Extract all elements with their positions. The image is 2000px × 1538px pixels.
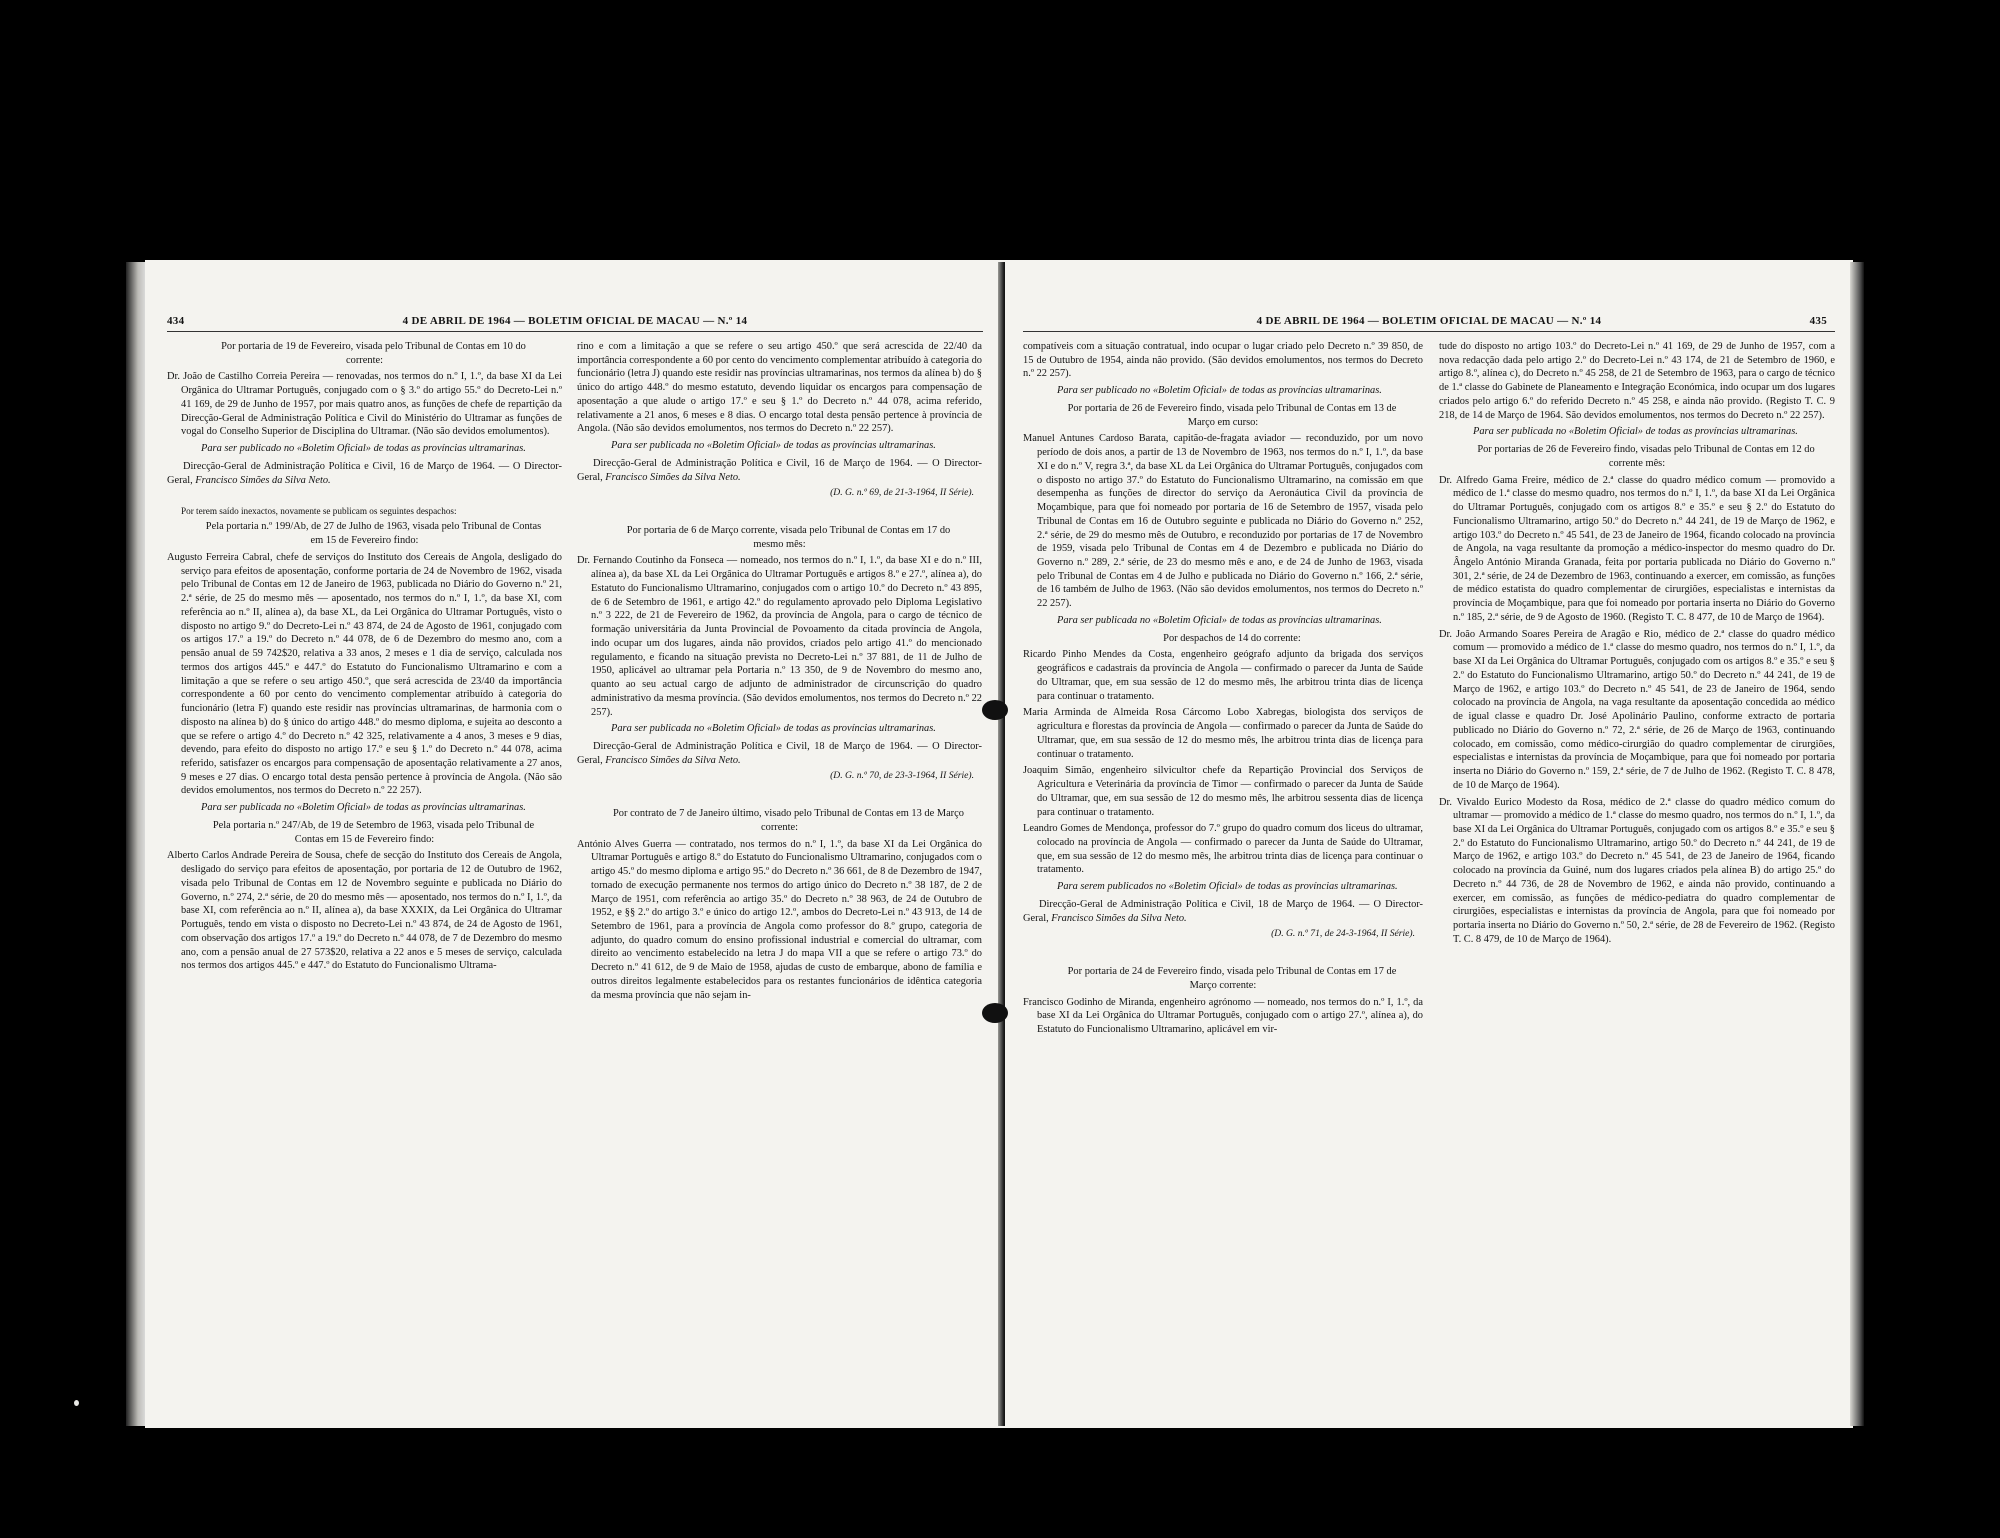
left-page-number: 434 xyxy=(167,315,185,327)
continued-text: tude do disposto no artigo 103.º do Decreto-Lei n.º 41 169, de 29 de Junho de 1957, com a nova redacção dada pelo artigo 2.º do Decreto-Lei n.º 43 174, de 21 de Setembro de 1960, e artigo 8.º, alínea c), do Decreto n.º 45 258, de 21 de Setembro de 1963, para o cargo de técnico de 1.ª classe do Gabinete de Planeamento e Integração Económica, indo ocupar um dos lugares criados pelo artigo 6.º do referido Decreto n.º 45 258, e ainda não provido. (Registo T. C. 9 218, de 14 de Março de 1964. São devidos emolumentos, nos termos do Decreto n.º 22 257). xyxy=(1439,341,1835,421)
diario-reference: (D. G. n.º 69, de 21-3-1964, II Série). xyxy=(830,487,974,499)
signature-text: Direcção-Geral de Administração Política e Civil, 16 de Março de 1964. — O Director-Geral, xyxy=(577,457,982,483)
dispatch-entry: Manuel Antunes Cardoso Barata, capitão-de-fragata aviador — reconduzido, por um novo período de dois anos, a partir de 13 de Novembro de 1963, nos termos do n.º I, 1.º, da base XI e do n.º V, regra 3.ª, da base XL da Lei Orgânica do Ultramar Português, conjugados com o disposto no artigo 37.º do Estatuto do Funcionalismo Ultramarino, na comissão em que desempenha as funções de director do serviço da Aeronáutica Civil da província de Moçambique, para que foi nomeado por portaria de 16 de Setembro de 1957, visada pelo Tribunal de Contas em 16 de Outubro seguinte e publicada no Diário do Governo n.º 252, 2.ª série, de 29 do mesmo mês de Outubro, e reconduzido por portarias de 17 de Novembro de 1959, visada pelo Tribunal de Contas em 4 de Dezembro e publicada no Diário do Governo n.º 289, 2.ª série, de 23 do mesmo mês e ano, e de 24 de Junho de 1963, visada pelo Tribunal de Contas em 4 de Julho e publicada no Diário do Governo n.º 166, 2.ª série, de 16 também de Julho de 1963. (Não são devidos emolumentos, nos termos do Decreto n.º 22 257). xyxy=(1023,433,1423,610)
right-column-2 xyxy=(1439,340,1835,950)
publication-note: Para ser publicada no «Boletim Oficial» de todas as províncias ultramarinas. xyxy=(1057,614,1382,626)
signature-line xyxy=(577,457,982,484)
dispatch-entry: Leandro Gomes de Mendonça, professor do 7.º grupo do quadro comum dos liceus do ultramar, colocado na província de Angola — confirmado o parecer da Junta de Saúde do Ultramar, que, em sua sessão de 12 do mesmo mês, lhe arbitrou trinta dias de licença para continuar o tratamento. xyxy=(1023,823,1423,876)
dispatch-intro: Por contrato de 7 de Janeiro último, visado pelo Tribunal de Contas em 13 de Março corrente: xyxy=(613,808,964,833)
right-page-number: 435 xyxy=(1809,315,1827,327)
dispatch-entry: Dr. Fernando Coutinho da Fonseca — nomeado, nos termos do n.º I, 1.º, da base XI e do n.º III, alínea a), da base XL da Lei Orgânica do Ultramar Português e artigos 8.º e 27.º, alínea a), do Estatuto do Funcionalismo Ultramarino, conjugados com o artigo 10.º do Decreto n.º 43 895, de 6 de Setembro de 1961, e artigo 42.º do regulamento aprovado pelo Diploma Legislativo n.º 3 222, de 21 de Fevereiro de 1962, da província de Angola, para o cargo de técnico de formação universitária da Junta Provincial de Povoamento da citada província de Angola, indo ocupar um dos lugares, ainda não providos, criados pelo artigo 41.º do mencionado regulamento, e ficando na situação prevista no Decreto-Lei n.º 37 881, de 11 de Julho de 1950, aplicável ao ultramar pela Portaria n.º 13 350, de 9 de Novembro do mesmo ano, quanto ao seu actual cargo de adjunto de administrador de circunscrição do quadro administrativo da mesma província. (São devidos emolumentos, nos termos do Decreto n.º 22 257). xyxy=(577,555,982,718)
dispatch-intro: Por portarias de 26 de Fevereiro findo, visadas pelo Tribunal de Contas em 12 do corrente mês: xyxy=(1477,444,1815,469)
dispatch-entry: Dr. Vivaldo Eurico Modesto da Rosa, médico de 2.ª classe do quadro médico comum do ultramar — promovido a médico de 1.ª classe do mesmo quadro, nos termos do n.º I, 1.º, da base XI da Lei Orgânica do Ultramar Português, conjugado com os artigos 8.º e 35.º e seu § 2.º do Estatuto do Funcionalismo Ultramarino, artigo 50.º do Decreto n.º 44 241, de 19 de Março de 1962, e artigo 103.º do Decreto n.º 45 541, de 23 de Janeiro de 1964, ficando colocado na província da Guiné, num dos lugares criados pela alínea B) do artigo 25.º do Decreto n.º 44 736, de 28 de Novembro de 1962, e ainda não provido, continuando a exercer, em comissão, as funções de médico-pediatra do quadro complementar de cirurgiões, especialistas e internistas da província de Angola, para que foi nomeado por portaria inserta no Diário do Governo n.º 50, 2.ª série, de 28 de Fevereiro de 1962. (Registo T. C. 8 479, de 10 de Março de 1964). xyxy=(1439,796,1835,945)
header-rule xyxy=(167,331,983,332)
signature-line xyxy=(167,460,562,487)
publication-note: Para ser publicada no «Boletim Oficial» de todas as províncias ultramarinas. xyxy=(611,723,936,735)
publication-note: Para serem publicados no «Boletim Oficial» de todas as províncias ultramarinas. xyxy=(1057,881,1398,893)
right-page-edge xyxy=(1850,262,1864,1426)
binding-hole xyxy=(982,1003,1008,1023)
left-page-header xyxy=(145,315,1005,329)
signature-line xyxy=(1023,898,1423,925)
binding-hole xyxy=(982,700,1008,720)
signatory-name: Francisco Simões da Silva Neto. xyxy=(1051,912,1187,924)
dispatch-entry: Ricardo Pinho Mendes da Costa, engenheiro geógrafo adjunto da brigada dos serviços geográficos e cadastrais da província de Angola — confirmado o parecer da Junta de Saúde do Ultramar, que, em sua sessão de 12 do mesmo mês, lhe arbitrou trinta dias de licença para continuar o tratamento. xyxy=(1023,649,1423,702)
publication-note: Para ser publicada no «Boletim Oficial» de todas as províncias ultramarinas. xyxy=(1473,426,1798,438)
signature-text: Direcção-Geral de Administração Política e Civil, 18 de Março de 1964. — O Director-Geral, xyxy=(1023,898,1423,924)
signatory-name: Francisco Simões da Silva Neto. xyxy=(605,754,741,766)
dispatch-entry: Dr. Alfredo Gama Freire, médico de 2.ª classe do quadro médico comum — promovido a médico de 1.ª classe do mesmo quadro, nos termos do n.º I, 1.º, da base XI da Lei Orgânica do Ultramar Português, conjugado com os artigos 8.º e 35.º e seu § 2.º do Estatuto do Funcionalismo Ultramarino, artigo 50.º do Decreto n.º 44 241, de 19 de Março de 1962, e artigo 103.º do Decreto n.º 45 541, de 23 de Janeiro de 1964, ficando colocado na província de Angola, na vaga resultante da promoção a médico-inspector do mesmo quadro do Dr. Ângelo António Miranda Granada, feita por portaria publicada no Diário do Governo n.º 301, 2.ª série, de 24 de Dezembro de 1963, continuando a exercer, em comissão, as funções de médico estatista do quadro complementar de cirurgiões, especialistas e internistas da província de Moçambique, para que foi nomeado por portaria inserta no Diário do Governo n.º 185, 2.ª série, de 9 de Agosto de 1960. (Registo T. C. 8 477, de 10 de Março de 1964). xyxy=(1439,474,1835,623)
dispatch-entry: António Alves Guerra — contratado, nos termos do n.º I, 1.º, da base XI da Lei Orgânica do Ultramar Português e artigo 8.º do Estatuto do Funcionalismo Ultramarino, conjugados com o artigo 45.º do mesmo diploma e artigo 95.º do Decreto n.º 36 661, de 8 de Dezembro de 1947, tornado de execução permanente nos termos do artigo único do Decreto n.º 38 187, de 2 de Março de 1951, com referência ao artigo 35.º do Decreto n.º 38 963, de 24 de Outubro de 1952, e §§ 2.º do artigo 3.º e único do artigo 12.º, ambos do Decreto-Lei n.º 43 913, de 14 de Setembro de 1961, para a província de Angola como professor do 8.º grupo, categoria de adjunto, do quadro comum do ensino profissional industrial e comercial do ultramar, com direito ao vencimento estabelecido na letra J do mapa VII a que se refere o artigo 73.º do Decreto n.º 41 612, de 9 de Maio de 1958, ajudas de custo de embarque, abono de família e outros direitos legalmente estabelecidos para os restantes funcionários de idêntica categoria da mesma província que não sejam in- xyxy=(577,838,982,1001)
dispatch-intro: Pela portaria n.º 199/Ab, de 27 de Julho de 1963, visada pelo Tribunal de Contas em 15 de Fevereiro findo: xyxy=(205,521,542,547)
signatory-name: Francisco Simões da Silva Neto. xyxy=(195,474,331,486)
left-column-1 xyxy=(167,340,562,976)
dispatch-intro: Por portaria de 6 de Março corrente, visada pelo Tribunal de Contas em 17 do mesmo mês: xyxy=(626,525,951,550)
right-page xyxy=(1005,260,1853,1428)
section-gap xyxy=(577,789,982,807)
left-page xyxy=(145,260,1005,1428)
continued-text: rino e com a limitação a que se refere o seu artigo 450.º que será acrescida de 22/40 da importância correspondente a 60 por cento do vencimento complementar atribuído à categoria do funcionário (letra J) quando este residir nas províncias ultramarinas, nos termos da alínea b) do § único do artigo 448.º do mesmo estatuto, devendo liquidar os encargos para compensação de aposentação a que alude o artigo 17.º e seu § 1.º do Decreto n.º 44 078, acima referido, relativamente a 21 anos, 6 meses e 8 dias. O encargo total desta pensão pertence à província de Angola. (Não são devidos emolumentos, nos termos do Decreto n.º 22 257). xyxy=(577,341,982,435)
dispatch-entry: Alberto Carlos Andrade Pereira de Sousa, chefe de secção do Instituto dos Cereais de Angola, desligado do serviço para efeitos de aposentação, por portaria de 12 de Outubro de 1962, visada pelo Tribunal de Contas em 12 de Novembro seguinte e publicada no Diário do Governo, n.º 274, 2.ª série, de 20 do mesmo mês — aposentado, nos termos do n.º I, 1.º, da base XI, com referência ao n.º II, alínea a), da base XXXIX, da Lei Orgânica do Ultramar Português, tendo em vista o disposto no Decreto-Lei n.º 43 874, de 24 de Agosto de 1961, com observação dos artigos 17.º a 19.º do Decreto n.º 44 078, de 7 de Dezembro do mesmo ano, com a pensão anual de 27 573$20, relativa a 22 anos e 5 meses de serviço, calculada nos termos dos artigos 445.º e 447.º do Estatuto do Funcionalismo Ultrama- xyxy=(167,850,562,972)
publication-note: Para ser publicada no «Boletim Oficial» de todas as províncias ultramarinas. xyxy=(201,802,526,814)
dust-speck xyxy=(74,1400,79,1406)
signatory-name: Francisco Simões da Silva Neto. xyxy=(605,471,741,483)
dispatch-entry: Dr. João de Castilho Correia Pereira — renovadas, nos termos do n.º I, 1.º, da base XI da Lei Orgânica do Ultramar Português, conjugado com o § 3.º do artigo 55.º do Decreto-Lei n.º 41 169, de 29 de Junho de 1957, por mais quatro anos, as funções de chefe de repartição da Direcção-Geral de Administração Política e Civil do Ministério do Ultramar as funções de vogal do Conselho Superior de Disciplina do Ultramar. (Não são devidos emolumentos). xyxy=(167,371,562,438)
dispatch-entry: Joaquim Simão, engenheiro silvicultor chefe da Repartição Provincial dos Serviços de Agricultura e Veterinária da província de Timor — confirmado o parecer da Junta de Saúde do Ultramar, que, em sua sessão de 12 do mesmo mês, lhe arbitrou sessenta dias de licença para continuar o tratamento. xyxy=(1023,765,1423,818)
dispatch-entry: Maria Arminda de Almeida Rosa Cárcomo Lobo Xabregas, biologista dos serviços de agricultura e florestas da província de Angola — confirmado o parecer da Junta de Saúde do Ultramar, que, em sua sessão de 12 do mesmo mês, lhe arbitrou trinta dias de licença para continuar o tratamento. xyxy=(1023,707,1423,760)
right-page-header xyxy=(1005,315,1853,329)
dispatch-intro: Por portaria de 26 de Fevereiro findo, visada pelo Tribunal de Contas em 13 de Março em curso: xyxy=(1067,402,1397,428)
signature-line xyxy=(577,740,982,767)
right-column-1 xyxy=(1023,340,1423,1040)
dispatch-intro: Por portaria de 24 de Fevereiro findo, visada pelo Tribunal de Contas em 17 de Março corrente: xyxy=(1067,966,1397,991)
right-running-head: 4 DE ABRIL DE 1964 — BOLETIM OFICIAL DE MACAU — N.º 14 xyxy=(1256,315,1602,327)
left-running-head: 4 DE ABRIL DE 1964 — BOLETIM OFICIAL DE MACAU — N.º 14 xyxy=(402,315,748,327)
diario-reference: (D. G. n.º 70, de 23-3-1964, II Série). xyxy=(830,770,974,782)
header-rule xyxy=(1023,331,1835,332)
correction-note: Por terem saído inexactos, novamente se publicam os seguintes despachos: xyxy=(181,506,457,517)
dispatch-intro: Por despachos de 14 do corrente: xyxy=(1163,632,1301,644)
dispatch-intro: Pela portaria n.º 247/Ab, de 19 de Setembro de 1963, visada pelo Tribunal de Contas em 15 de Fevereiro findo: xyxy=(212,819,535,845)
signature-text: Direcção-Geral de Administração Política e Civil, 16 de Março de 1964. — O Director-Geral, xyxy=(167,460,562,486)
publication-note: Para ser publicada no «Boletim Oficial» de todas as províncias ultramarinas. xyxy=(611,440,936,452)
continued-text: compatíveis com a situação contratual, indo ocupar o lugar criado pelo Decreto n.º 39 850, de 15 de Outubro de 1954, ainda não provido. (São devidos emolumentos, nos termos do Decreto n.º 22 257). xyxy=(1023,341,1423,380)
publication-note: Para ser publicado no «Boletim Oficial» de todas as províncias ultramarinas. xyxy=(201,443,526,455)
dispatch-entry: Augusto Ferreira Cabral, chefe de serviços do Instituto dos Cereais de Angola, desligado do serviço para efeitos de aposentação, conforme portaria de 24 de Novembro de 1962, visada pelo Tribunal de Contas em 12 de Janeiro de 1963, publicada no Diário do Governo n.º 21, 2.ª série, de 25 do mesmo mês — aposentado, nos termos do n.º I, 1.º, da base XI, com referência ao n.º II, alínea a), da base XL, da Lei Orgânica do Ultramar Português, visto o disposto no artigo 9.º do Decreto-Lei n.º 43 874, de 24 de Agosto de 1961, conjugado com os artigos 17.º a 19.º do Decreto n.º 44 078, de 6 de Dezembro do mesmo ano, com a pensão anual de 59 742$20, relativa a 33 anos, 2 meses e 1 dia de serviço, calculada nos termos dos artigos 445.º e 447.º do Estatuto do Funcionalismo Ultramarino e com a limitação a que se refere o seu artigo 450.º, que será acrescida de 23/40 da importância correspondente a 60 por cento do vencimento complementar atribuído à categoria do funcionário (letra F) quando este residir nas províncias ultramarinas, de harmonia com o disposto na alínea b) do § único do artigo 448.º do mesmo diploma, e sujeita ao desconto a que se refere o artigo 4.º do Decreto n.º 42 325, relativamente a 4 anos, 3 meses e 9 dias, devendo, para efeito do disposto no artigo 17.º e seu § 1.º do Decreto n.º 44 078, acima referido, satisfazer os encargos para compensação de aposentação relativamente a 27 anos, 9 meses e 27 dias. O encargo total desta pensão pertence à província de Angola. (Não são devidos emolumentos, nos termos do Decreto n.º 22 257). xyxy=(167,551,562,797)
publication-note: Para ser publicado no «Boletim Oficial» de todas as províncias ultramarinas. xyxy=(1057,385,1382,397)
section-gap xyxy=(577,506,982,524)
dispatch-entry: Francisco Godinho de Miranda, engenheiro agrónomo — nomeado, nos termos do n.º I, 1.º, da base XI da Lei Orgânica do Ultramar Português, conjugado com o artigo 27.º, alínea a), do Estatuto do Funcionalismo Ultramarino, aplicável em vir- xyxy=(1023,996,1423,1035)
dispatch-entry: Dr. João Armando Soares Pereira de Aragão e Rio, médico de 2.ª classe do quadro médico comum — promovido a médico de 1.ª classe do mesmo quadro, nos termos do n.º I, 1.º, da base XI da Lei Orgânica do Ultramar Português, conjugado com os artigos 8.º e 35.º e seu § 2.º do Estatuto do Funcionalismo Ultramarino, artigo 50.º do Decreto n.º 44 241, de 19 de Março de 1962, e artigo 103.º do Decreto n.º 45 541, de 23 de Janeiro de 1964, sendo colocado na província de Angola, na vaga resultante da aposentação concedida ao médico de igual classe e quadro Dr. José Apolinário Paulino, conforme extracto de portaria publicado no Diário do Governo n.º 72, 2.ª série, de 26 de Março de 1963, continuando colocado, em comissão, como médico-cirurgião do quadro complementar de cirurgiões, especialistas e internistas da província de Moçambique, para que foi nomeado por portaria inserta no Diário do Governo n.º 159, 2.ª série, de 7 de Julho de 1962. (Registo T. C. 8 478, de 10 de Março de 1964). xyxy=(1439,628,1835,791)
dispatch-intro: Por portaria de 19 de Fevereiro, visada pelo Tribunal de Contas em 10 do corrente: xyxy=(221,341,526,366)
signature-text: Direcção-Geral de Administração Política e Civil, 18 de Março de 1964. — O Director-Geral, xyxy=(577,741,982,766)
left-column-2 xyxy=(577,340,982,1005)
section-gap xyxy=(1023,947,1423,965)
diario-reference: (D. G. n.º 71, de 24-3-1964, II Série). xyxy=(1271,928,1415,940)
left-page-edge xyxy=(126,262,146,1426)
